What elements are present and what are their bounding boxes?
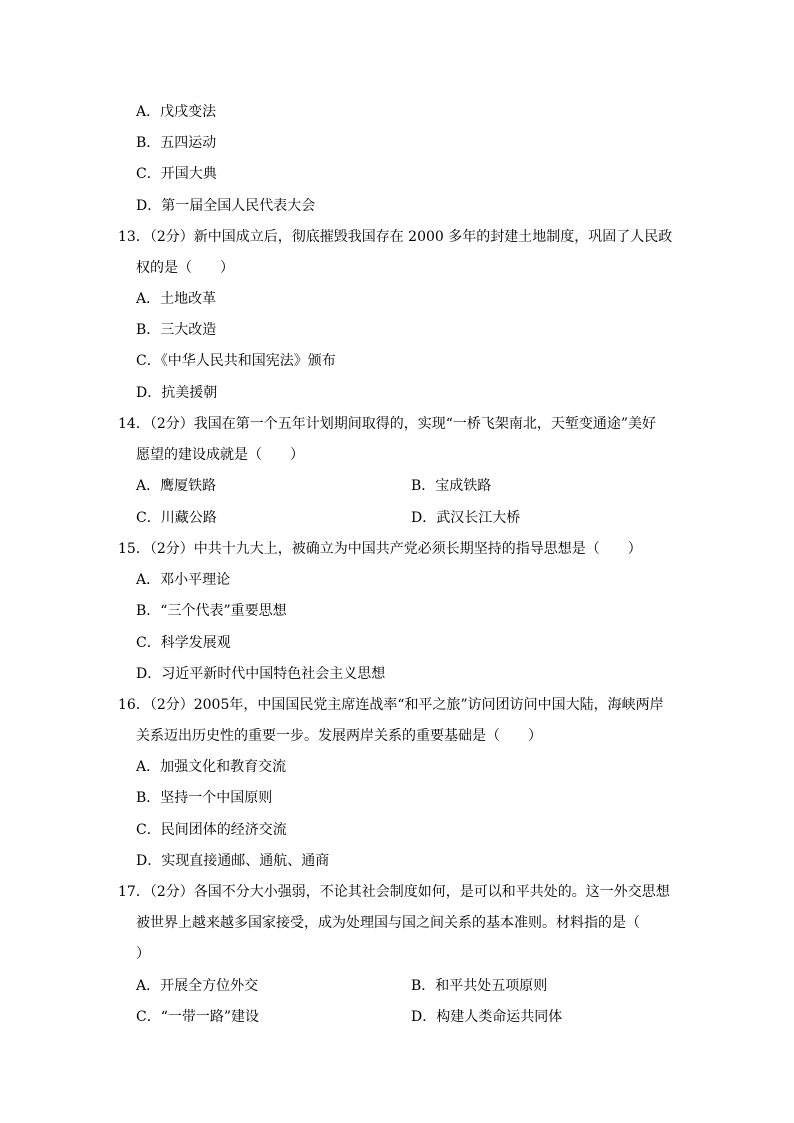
q15-stem-line1: 15．（2分）中共十九大上，被确立为中国共产党必须长期坚持的指导思想是（ ） — [118, 541, 642, 557]
q17-stem-line3: ） — [136, 946, 150, 962]
q14-option-a: A．鹰厦铁路 — [136, 478, 217, 494]
q17-option-d: D．构建人类命运共同体 — [411, 1009, 563, 1025]
q13-stem-line1: 13．（2分）新中国成立后，彻底摧毁我国存在 2000 多年的封建土地制度，巩固了人民政 — [118, 229, 673, 245]
q17-option-b: B．和平共处五项原则 — [411, 978, 548, 994]
q14-option-d: D．武汉长江大桥 — [411, 510, 521, 526]
q12-option-a: A．戊戌变法 — [136, 104, 217, 120]
q13-option-b: B．三大改造 — [136, 322, 217, 338]
q15-option-b: B．“三个代表”重要思想 — [136, 603, 287, 619]
q16-option-a: A．加强文化和教育交流 — [136, 759, 287, 775]
q14-stem-line2: 愿望的建设成就是（ ） — [136, 447, 304, 463]
q14-option-c: C．川藏公路 — [136, 510, 217, 526]
q17-option-c: C．“一带一路”建设 — [136, 1009, 260, 1025]
q17-option-a: A．开展全方位外交 — [136, 978, 259, 994]
q13-stem-line2: 权的是（ ） — [136, 260, 234, 276]
q14-option-b: B．宝成铁路 — [411, 478, 492, 494]
q16-stem-line2: 关系迈出历史性的重要一步。发展两岸关系的重要基础是（ ） — [136, 728, 542, 744]
q14-stem-line1: 14．（2分）我国在第一个五年计划期间取得的，实现“一桥飞架南北，天堑变通途”美好 — [118, 416, 657, 432]
q12-option-b: B．五四运动 — [136, 135, 217, 151]
q12-option-c: C．开国大典 — [136, 166, 217, 182]
q13-option-c: C．《中华人民共和国宪法》颁布 — [136, 353, 336, 369]
q16-option-b: B．坚持一个中国原则 — [136, 790, 273, 806]
q13-option-a: A．土地改革 — [136, 291, 217, 307]
q16-option-d: D．实现直接通邮、通航、通商 — [136, 853, 330, 869]
q15-option-a: A．邓小平理论 — [136, 572, 231, 588]
q15-option-c: C．科学发展观 — [136, 635, 231, 651]
q16-stem-line1: 16．（2分）2005年，中国国民党主席连战率“和平之旅”访问团访问中国大陆，海峡两岸 — [118, 697, 664, 713]
q16-option-c: C．民间团体的经济交流 — [136, 822, 287, 838]
q15-option-d: D．习近平新时代中国特色社会主义思想 — [136, 666, 386, 682]
q17-stem-line2: 被世界上越来越多国家接受，成为处理国与国之间关系的基本准则。材料指的是（ — [136, 915, 640, 931]
q13-option-d: D．抗美援朝 — [136, 385, 218, 401]
q17-stem-line1: 17．（2分）各国不分大小强弱，不论其社会制度如何，是可以和平共处的。这一外交思想 — [118, 884, 670, 900]
q12-option-d: D．第一届全国人民代表大会 — [136, 198, 316, 214]
